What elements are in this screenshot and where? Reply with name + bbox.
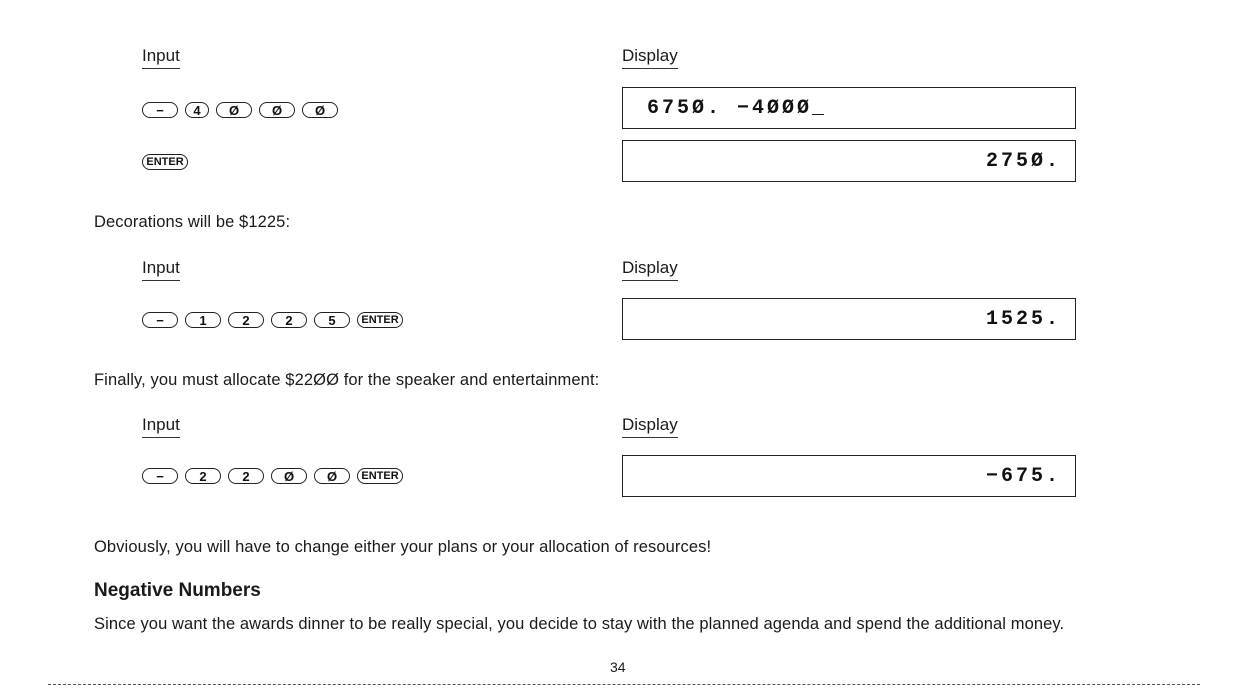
footer-rule bbox=[48, 684, 1200, 685]
key-enter: ENTER bbox=[357, 312, 403, 328]
display-column-heading: Display bbox=[622, 415, 678, 438]
key-2: 2 bbox=[271, 312, 307, 328]
key-0: Ø bbox=[314, 468, 350, 484]
calculator-display-4: −675. bbox=[622, 455, 1076, 497]
key-sequence-3 bbox=[142, 309, 403, 331]
key-5: 5 bbox=[314, 312, 350, 328]
input-column-heading: Input bbox=[142, 258, 180, 281]
since-text: Since you want the awards dinner to be really special, you decide to stay with the planned agenda and spend the additional money. bbox=[94, 615, 1065, 633]
input-column-heading: Input bbox=[142, 46, 180, 69]
decorations-text: Decorations will be $1225: bbox=[94, 213, 291, 231]
key-2: 2 bbox=[228, 468, 264, 484]
key-minus: − bbox=[142, 312, 178, 328]
key-sequence-4 bbox=[142, 465, 403, 487]
finally-text: Finally, you must allocate $22ØØ for the speaker and entertainment: bbox=[94, 371, 600, 389]
key-2: 2 bbox=[185, 468, 221, 484]
calculator-display-1: 675Ø. −4ØØØ_ bbox=[622, 87, 1076, 129]
calculator-display-3: 1525. bbox=[622, 298, 1076, 340]
key-0: Ø bbox=[216, 102, 252, 118]
key-enter: ENTER bbox=[142, 154, 188, 170]
display-column-heading: Display bbox=[622, 258, 678, 281]
page-number: 34 bbox=[610, 659, 626, 675]
key-2: 2 bbox=[228, 312, 264, 328]
calculator-display-2: 275Ø. bbox=[622, 140, 1076, 182]
key-0: Ø bbox=[271, 468, 307, 484]
key-sequence-1 bbox=[142, 99, 338, 121]
negative-numbers-heading: Negative Numbers bbox=[94, 580, 261, 601]
obviously-text: Obviously, you will have to change either your plans or your allocation of resources! bbox=[94, 538, 712, 556]
key-1: 1 bbox=[185, 312, 221, 328]
key-enter: ENTER bbox=[357, 468, 403, 484]
key-0: Ø bbox=[259, 102, 295, 118]
input-column-heading: Input bbox=[142, 415, 180, 438]
key-minus: − bbox=[142, 468, 178, 484]
key-4: 4 bbox=[185, 102, 209, 118]
key-sequence-2 bbox=[142, 151, 188, 173]
display-column-heading: Display bbox=[622, 46, 678, 69]
key-minus: − bbox=[142, 102, 178, 118]
key-0: Ø bbox=[302, 102, 338, 118]
